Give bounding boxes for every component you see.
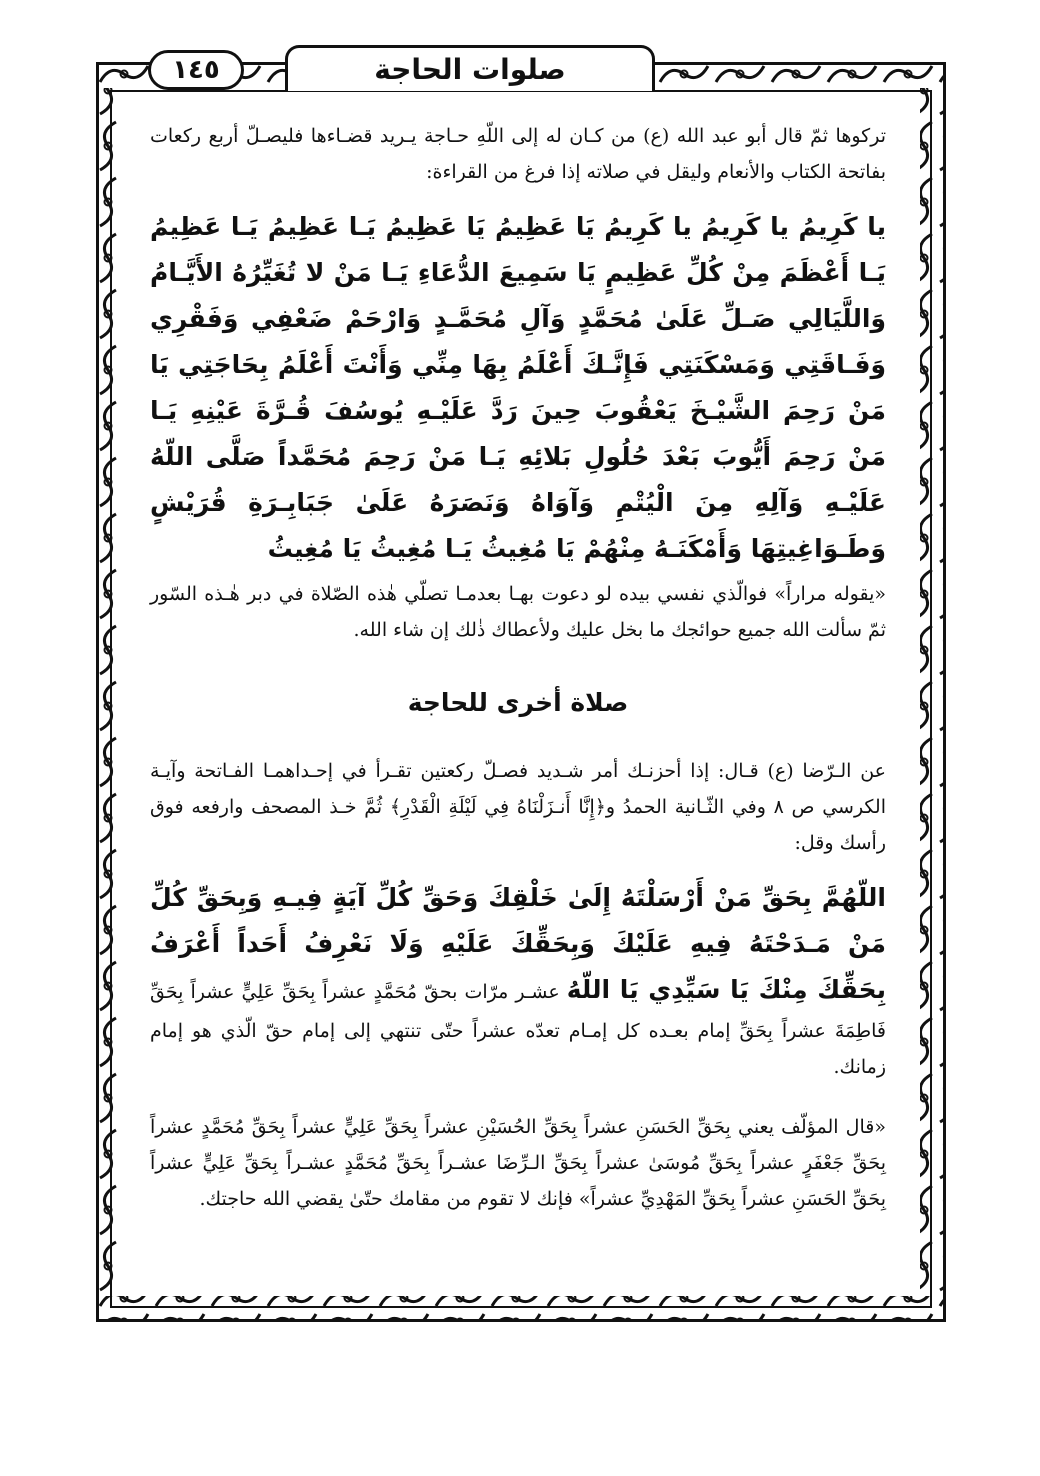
page-content — [150, 118, 886, 1217]
header-title-tab — [285, 45, 655, 91]
section1-intro: تركوها ثمّ قال أبو عبد الله (ع) من كـان له إلى اللّهِ حـاجة يـريد قضـاءها فليصـلّ أربع ركعات بفاتحة الكتاب والأنعام وليقل في صلاته إذا فرغ من القراءة: — [150, 125, 886, 183]
page-number: ١٤٥ — [172, 55, 220, 85]
section2-heading: صلاة أخرى للحاجة — [407, 688, 629, 717]
border-bottom-pattern — [98, 1296, 944, 1320]
section2-prayer: اللّهُمَّ بِحَقِّ مَنْ أَرْسَلْتَهُ إِلَىٰ خَلْقِكَ وَحَقِّ كُلِّ آيَةٍ فِيـهِ وَبِحَقِّ كُلِّ مَنْ مَـدَحْتَهُ فِيهِ عَلَيْكَ وَبِحَقِّكَ عَلَيْهِ وَلَا نَعْرِفُ أَحَداً أَعْرَفُ بِحَقِّكَ مِنْكَ يَا سَيِّدِي يَا اللّهُ — [150, 883, 886, 1004]
border-left-pattern — [98, 88, 122, 1296]
section2-intro: عن الـرّضا (ع) قـال: إذا أحزنـك أمر شـديد فصـلّ ركعتين تقـرأ في إحـداهمـا الفـاتحة وآيـة الكرسي ص ٨ وفي الثّـانية الحمدُ و﴿إِنَّا أَنـزَلْنَاهُ فِي لَيْلَةِ الْقَدْرِ﴾ ثُمَّ خـذ المصحف وارفعه فوق رأسك وقل: — [150, 760, 886, 854]
page-number-box — [148, 50, 244, 90]
section2-prayer-block — [150, 875, 886, 1085]
border-right-pattern — [920, 88, 944, 1296]
section1-note: «يقوله مراراً» فوالّذي نفسي بيده لو دعوت بهـا بعدمـا تصلّي هٰذه الصّلاة في دبر هٰـذه السّور ثمّ سألت الله جميع حوائجك ما بخل عليك ولأعطاك ذٰلك إن شاء الله. — [150, 583, 886, 641]
section1-prayer: يا كَرِيمُ يا كَرِيمُ يا كَرِيمُ يَا عَظِيمُ يَا عَظِيمُ يَـا عَظِيمُ يَـا عَظِيمُ يَـا أَعْظَمَ مِنْ كُلِّ عَظِيمٍ يَا سَمِيعَ الدُّعَاءِ يَـا مَنْ لا تُغَيِّرُهُ الأَيَّـامُ وَاللَّيَالِي صَـلِّ عَلَىٰ مُحَمَّدٍ وَآلِ مُحَمَّـدٍ وَارْحَمْ ضَعْفِي وَفَقْرِي وَفَـاقَتِي وَمَسْكَنَتِي فَإِنَّـكَ أَعْلَمُ بِهَا مِنِّي وَأَنْتَ أَعْلَمُ بِحَاجَتِي يَا مَنْ رَحِمَ الشَّيْـخَ يَعْقُوبَ حِينَ رَدَّ عَلَيْـهِ يُوسُفَ قُـرَّةَ عَيْنِهِ يَـا مَنْ رَحِمَ أَيُّوبَ بَعْدَ حُلُولِ بَلائِهِ يَـا مَنْ رَحِمَ مُحَمَّداً صَلَّى اللّهُ عَلَيْـهِ وَآلِهِ مِنَ الْيُتْمِ وَآوَاهُ وَنَصَرَهُ عَلَىٰ جَبَابِـرَةِ قُرَيْشٍ وَطَـوَاغِيتِهَا وَأَمْكَنَـهُ مِنْهُمْ يَا مُغِيثُ يَـا مُغِيثُ يَا مُغِيثُ — [150, 212, 886, 563]
page-title: صلوات الحاجة — [374, 53, 566, 86]
section2-note: «قال المؤلّف يعني بِحَقِّ الحَسَنِ عشراً بِحَقِّ الحُسَيْنِ عشراً بِحَقِّ عَلِيٍّ عشراً بِحَقِّ مُحَمَّدٍ عشراً بِحَقِّ جَعْفَرٍ عشراً بِحَقِّ مُوسَىٰ عشراً بِحَقِّ الـرِّضَا عشـراً بِحَقِّ مُحَمَّدٍ عشـراً بِحَقِّ عَلِيٍّ عشراً بِحَقِّ الحَسَنِ عشراً بِحَقِّ المَهْدِيِّ عشراً» فإنك لا تقوم من مقامك حتّىٰ يقضي الله حاجتك. — [150, 1116, 886, 1210]
section2-continuation: عشـر مرّات بحقّ مُحَمَّدٍ عشراً بِحَقِّ عَلِيٍّ عشراً بِحَقِّ فَاطِمَةَ عشراً بِحَقِّ إمام بعـده كل إمـام تعدّه عشراً حتّى تنتهي إلى إمام حقّ الّذي هو إمام زمانك. — [150, 981, 886, 1078]
